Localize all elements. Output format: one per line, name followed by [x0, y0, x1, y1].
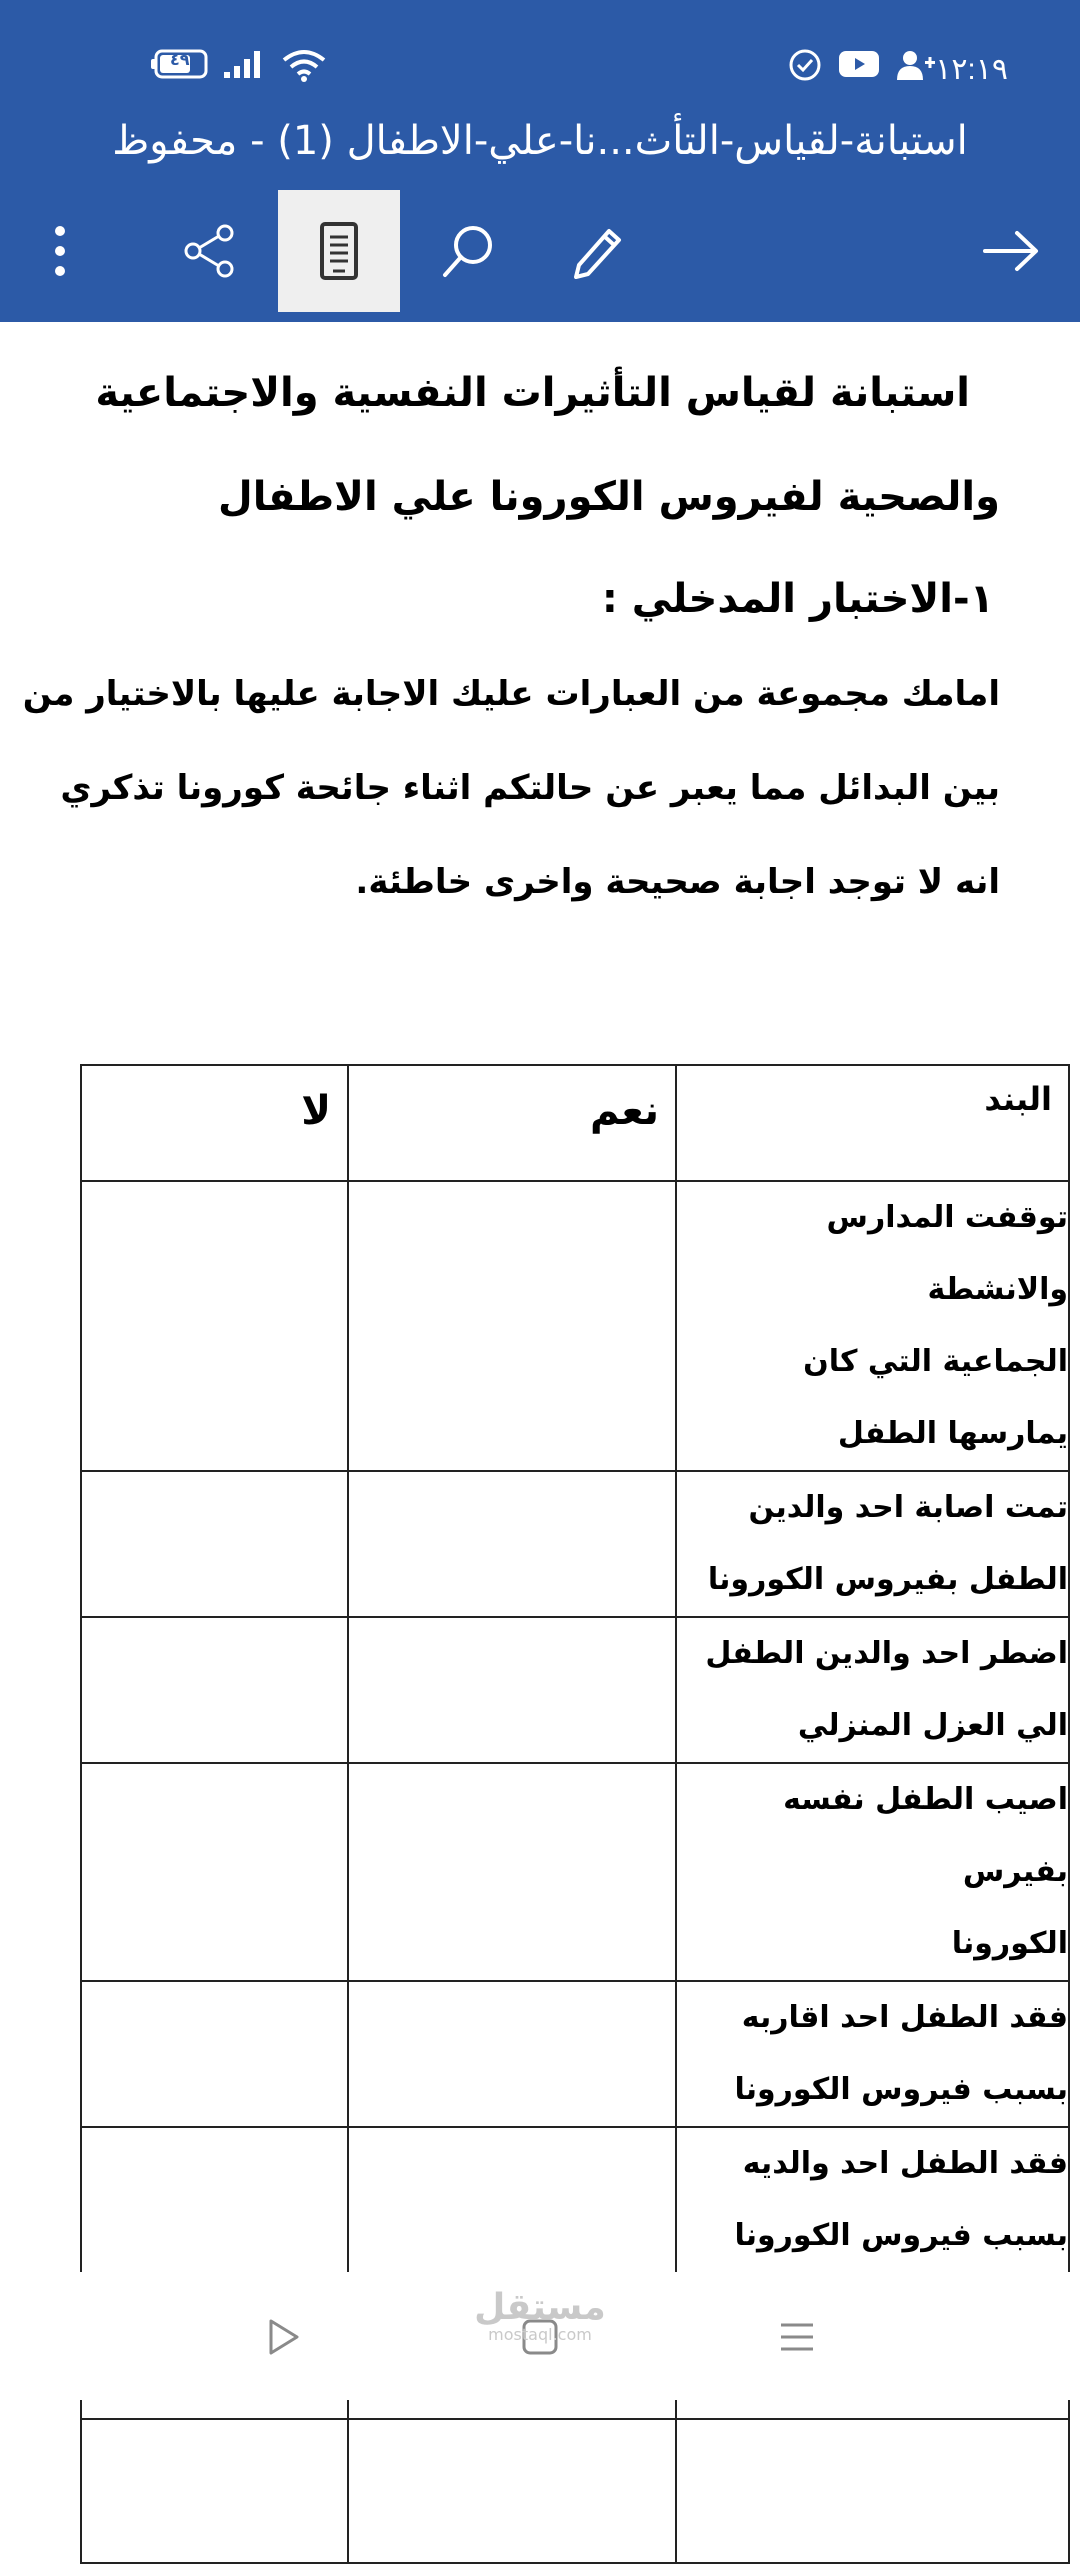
no-cell[interactable]: [81, 1181, 348, 1471]
item-line: اضطر احد والدين الطفل: [705, 1636, 1068, 1671]
instructions-line1: امامك مجموعة من العبارات عليك الاجابة عليها بالاختيار من: [22, 674, 1000, 714]
nav-back-icon[interactable]: [248, 2302, 318, 2372]
yes-cell[interactable]: [348, 1617, 676, 1763]
doc-heading-line2: والصحية لفيروس الكورونا علي الاطفال: [217, 474, 1000, 520]
header-yes: نعم: [348, 1065, 676, 1181]
no-cell[interactable]: [81, 2127, 348, 2273]
item-line: بسبب فيروس الكورونا: [734, 2072, 1068, 2107]
mobile-view-icon[interactable]: [278, 190, 400, 312]
table-row: [81, 1763, 1069, 1981]
add-user-icon: [896, 48, 936, 86]
app-bar: [0, 0, 1080, 322]
item-line: اصيب الطفل نفسه بفيرس: [783, 1782, 1068, 1889]
table-row: [81, 1181, 1069, 1471]
battery-level: ٤٩: [170, 50, 190, 69]
instructions-line3: انه لا توجد اجابة صحيحة واخرى خاطئة.: [355, 862, 1000, 902]
check-circle-icon: [788, 48, 822, 86]
status-time: ١٢:١٩: [935, 53, 1008, 86]
no-cell[interactable]: [81, 1763, 348, 1981]
yes-cell[interactable]: [348, 1763, 676, 1981]
table-row: [81, 1471, 1069, 1617]
document-view[interactable]: [0, 322, 1080, 2272]
row-item-text: [676, 1981, 1069, 2127]
item-line: يمارسها الطفل: [837, 1416, 1068, 1451]
row-item-text: [676, 2127, 1069, 2273]
item-line: توقفت المدارس والانشطة: [826, 1200, 1068, 1307]
share-icon[interactable]: [148, 190, 270, 312]
yes-cell[interactable]: [348, 1981, 676, 2127]
nav-recents-icon[interactable]: [762, 2302, 832, 2372]
row-item-text: [676, 1471, 1069, 1617]
table-row: [81, 2419, 1069, 2563]
doc-heading-line1: استبانة لقياس التأثيرات النفسية والاجتماعية: [95, 370, 970, 416]
youtube-icon: [838, 48, 880, 84]
watermark-subtext: mostaql.com: [488, 2325, 592, 2344]
wifi-icon: [280, 48, 328, 86]
edit-pencil-icon[interactable]: [536, 190, 658, 312]
yes-cell[interactable]: [348, 1471, 676, 1617]
back-arrow-icon[interactable]: [950, 190, 1072, 312]
row-item-text: [676, 1763, 1069, 1981]
item-line: الي العزل المنزلي: [797, 1708, 1068, 1743]
item-line: فقد الطفل احد والديه: [742, 2146, 1068, 2181]
yes-cell[interactable]: [348, 2419, 676, 2563]
header-no: لا: [81, 1065, 348, 1181]
section-title: ١-الاختبار المدخلي :: [601, 576, 994, 622]
header-item: البند: [676, 1065, 1069, 1181]
no-cell[interactable]: [81, 1981, 348, 2127]
search-icon[interactable]: [408, 190, 530, 312]
table-row: [81, 2127, 1069, 2273]
no-cell[interactable]: [81, 2419, 348, 2563]
no-cell[interactable]: [81, 1617, 348, 1763]
table-header-row: [81, 1065, 1069, 1181]
yes-cell[interactable]: [348, 1181, 676, 1471]
item-line: تمت اصابة احد والدين: [748, 1490, 1068, 1525]
instructions-line2: بين البدائل مما يعبر عن حالتكم اثناء جائحة كورونا تذكري: [60, 768, 1000, 808]
no-cell[interactable]: [81, 1471, 348, 1617]
status-bar: [0, 40, 1080, 100]
row-item-text: [676, 1617, 1069, 1763]
signal-icon: [222, 48, 266, 84]
table-row: [81, 1981, 1069, 2127]
watermark-logo: [460, 2287, 620, 2344]
row-item-text: [676, 2419, 1069, 2563]
watermark-text: مستقل: [474, 2287, 606, 2328]
item-line: فقد الطفل احد اقاربه: [741, 2000, 1068, 2035]
document-title: استبانة-لقياس-التأث...نا-علي-الاطفال (1) - محفوظ: [112, 118, 968, 164]
yes-cell[interactable]: [348, 2127, 676, 2273]
table-row: [81, 1617, 1069, 1763]
item-line: الجماعية التي كان: [803, 1344, 1068, 1379]
toolbar: [0, 190, 1080, 312]
item-line: الطفل بفيروس الكورونا: [707, 1562, 1068, 1597]
item-line: الكورونا: [951, 1926, 1068, 1961]
item-line: بسبب فيروس الكورونا: [734, 2218, 1068, 2253]
row-item-text: [676, 1181, 1069, 1471]
more-icon[interactable]: [20, 190, 100, 312]
